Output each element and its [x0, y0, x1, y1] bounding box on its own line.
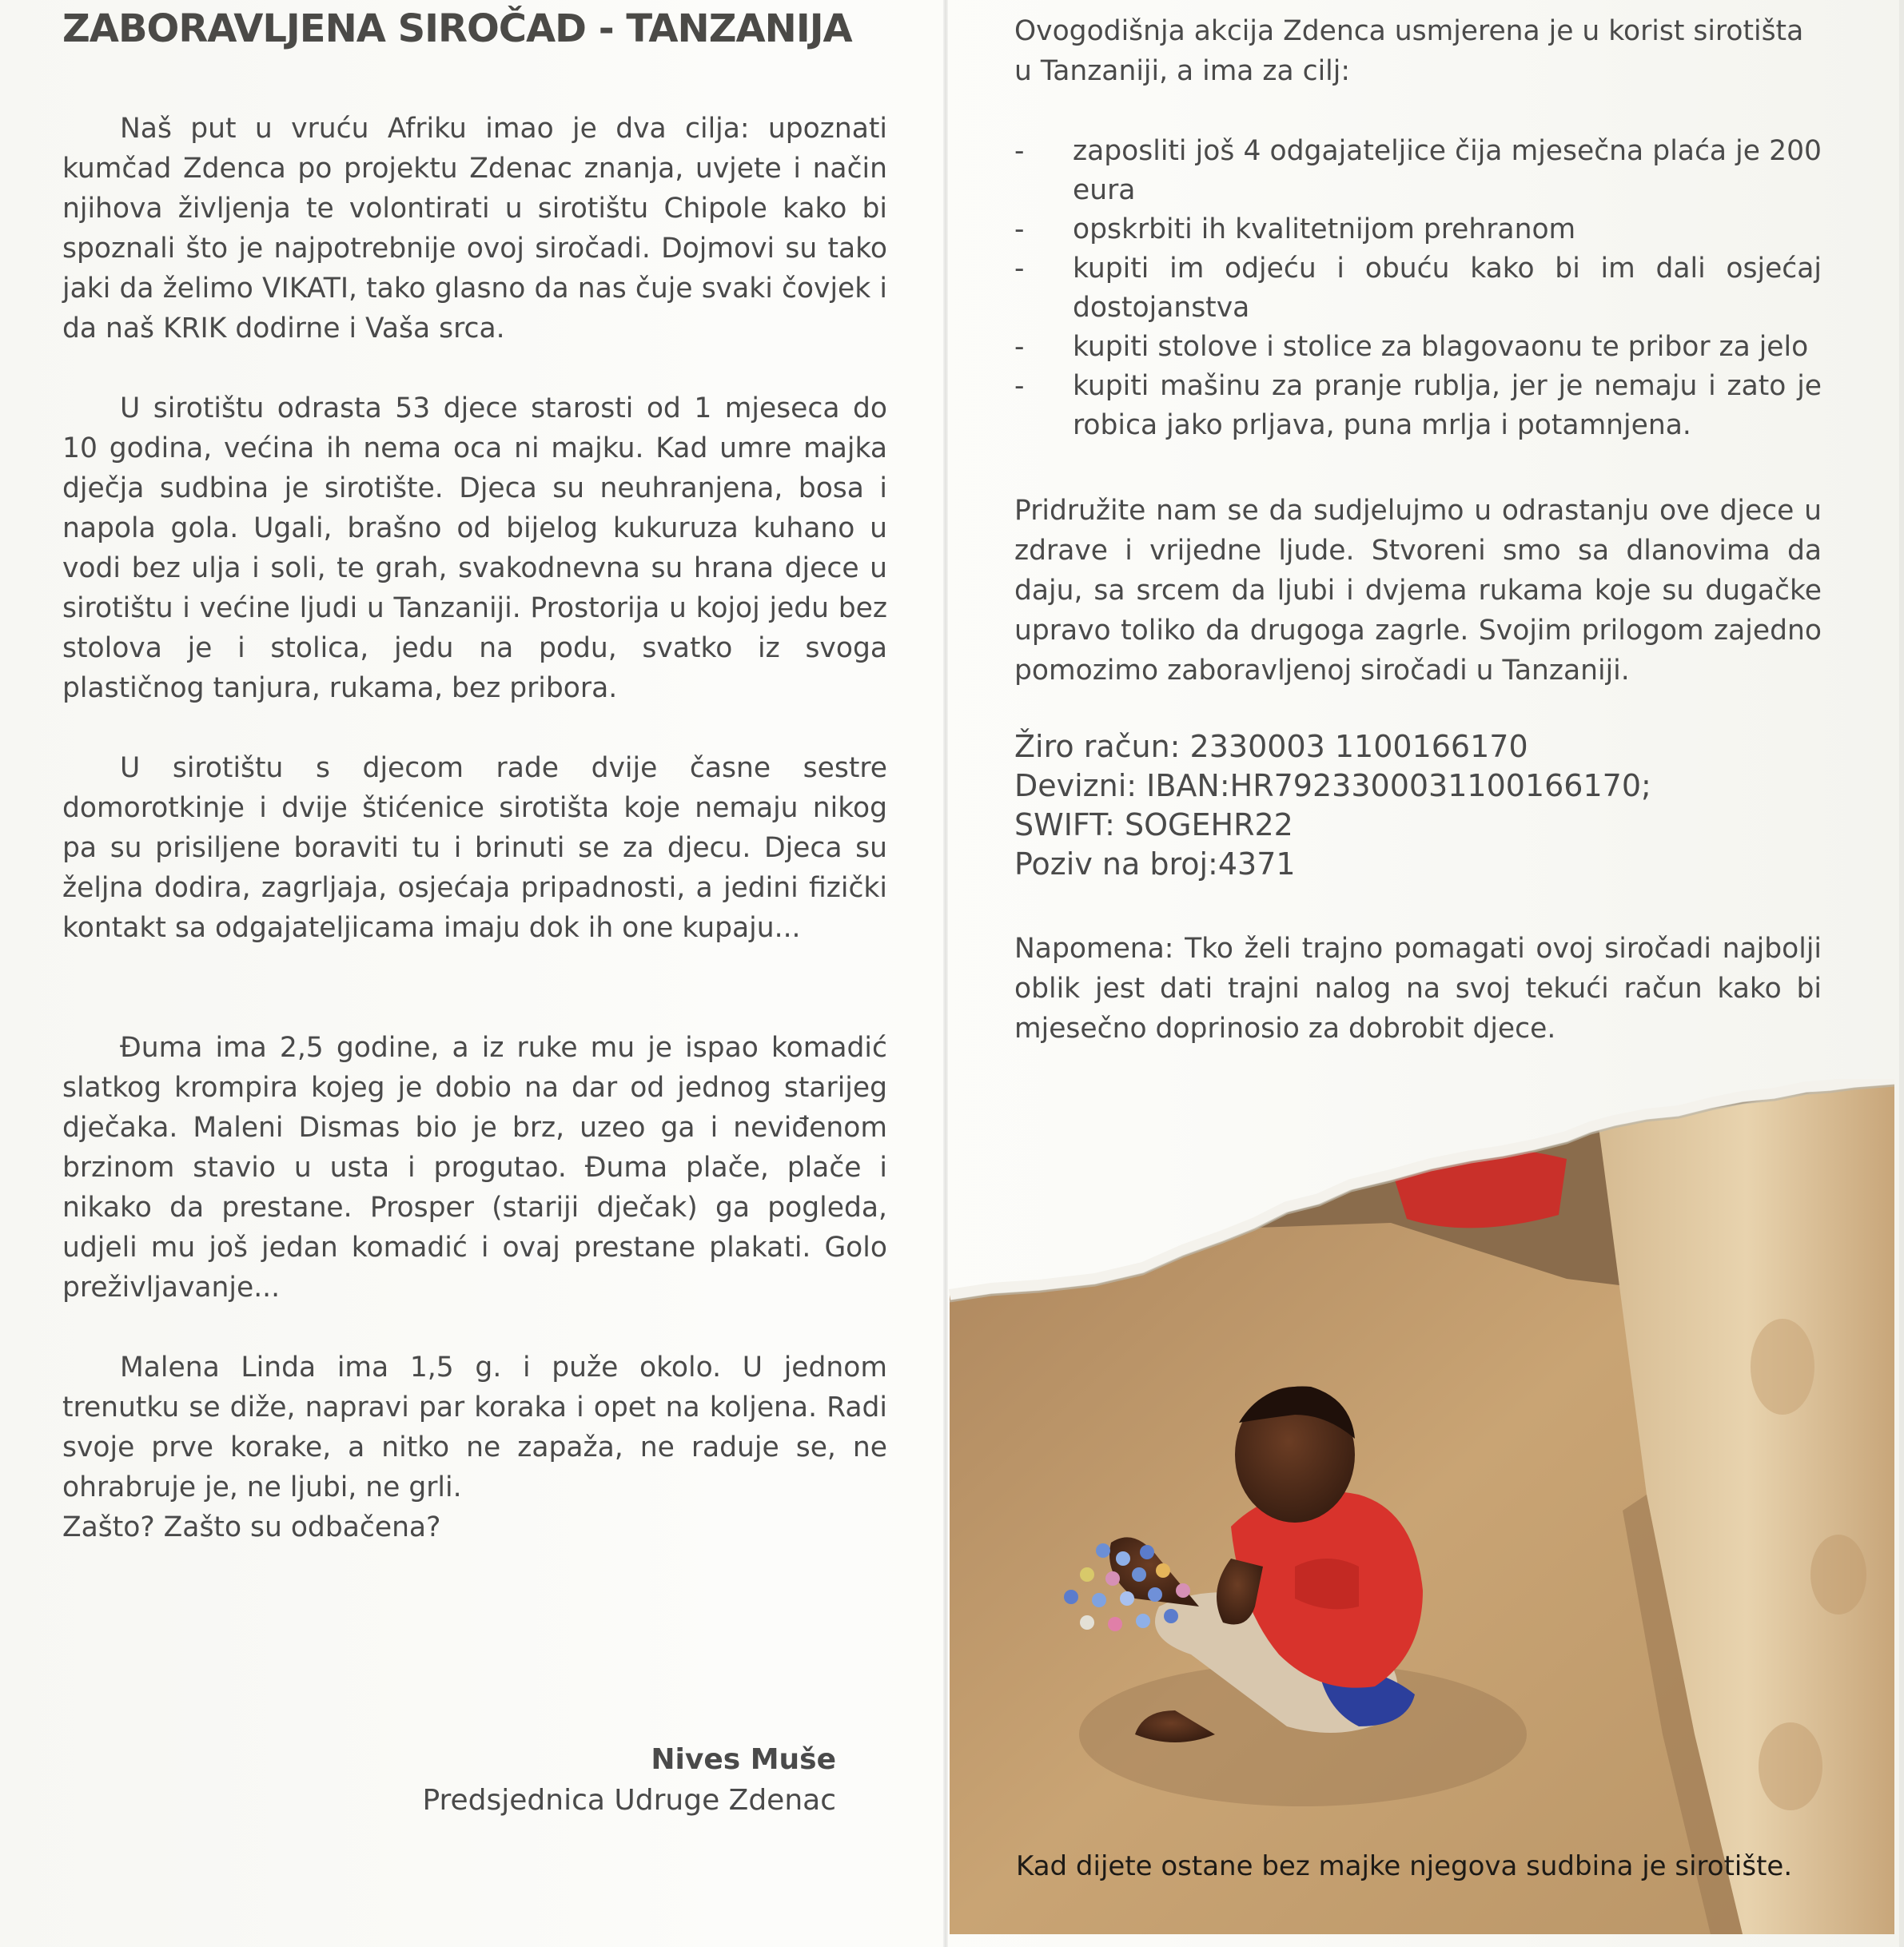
goal-item [1014, 249, 1822, 328]
paragraph-duma: Đuma ima 2,5 godine, a iz ruke mu je ispao komadić slatkog krompira kojeg je dobio na dar od jednog starijeg dječaka. Maleni Dismas bio je brz, uzeo ga i neviđenom brzinom stavio u usta i progutao. Đuma plače, plače i nikako da prestane. Prosper (stariji dječak) ga pogleda, udjeli mu još jedan komadić i ovaj prestane plakati. Golo preživljavanje... [62, 1032, 887, 1304]
goal-text: opskrbiti ih kvalitetnijom prehranom [1073, 213, 1576, 245]
goal-text: zaposliti još 4 odgajateljice čija mjesečna plaća je 200 eura [1073, 135, 1822, 206]
join-appeal: Pridružite nam se da sudjelujmo u odrastanju ove djece u zdrave i vrijedne ljude. Stvoreni smo sa dlanovima da daju, sa srcem da ljubi i dvjema rukama koje su dugačke upravo toliko da drugoga zagrle. Svojim prilogom zajedno pomozimo zaboravljenoj siročadi u Tanzaniji. [1014, 495, 1822, 687]
photo-caption: Kad dijete ostane bez majke njegova sudbina je sirotište. [1016, 1850, 1793, 1882]
campaign-intro: Ovogodišnja akcija Zdenca usmjerena je u korist sirotišta u Tanzaniji, a ima za cilj: [1014, 15, 1804, 87]
goal-text: kupiti stolove i stolice za blagovaonu te pribor za jelo [1073, 331, 1809, 363]
goal-item [1014, 367, 1822, 445]
child-photo [943, 1079, 1894, 1934]
goal-text: kupiti mašinu za pranje rublja, jer je nemaju i zato je robica jako prljava, puna mrlja i potamnjena. [1073, 370, 1822, 441]
list-bullet: - [1014, 331, 1025, 363]
signature-role: Predsjednica Udruge Zdenac [422, 1784, 836, 1817]
signature-name: Nives Muše [651, 1743, 836, 1776]
scan-edge [1899, 0, 1904, 1947]
photo-scene [943, 1079, 1894, 1934]
goal-text: kupiti im odjeću i obuću kako bi im dali osjećaj dostojanstva [1073, 253, 1822, 324]
list-bullet: - [1014, 135, 1025, 167]
goal-item [1014, 132, 1822, 210]
goal-item [1014, 328, 1822, 367]
bank-details [1014, 727, 1822, 884]
iban-account: Devizni: IBAN:HR7923300031100166170; [1014, 768, 1651, 803]
paragraph-caretakers: U sirotištu s djecom rade dvije časne sestre domorotkinje i dvije štićenice sirotišta koje nemaju nikog pa su prisiljene boraviti tu i brinuti se za djecu. Djeca su željna dodira, zagrljaja, osjećaja pripadnosti, a jedini fizički kontakt sa odgajateljicama imaju dok ih one kupaju... [62, 752, 887, 944]
swift-code: SWIFT: SOGEHR22 [1014, 807, 1293, 842]
paragraph-journey: Naš put u vruću Afriku imao je dva cilja: upoznati kumčad Zdenca po projektu Zdenac znanja, uvjete i način njihova življenja te volontirati u sirotištu Chipole kako bi spoznali što je najpotrebnije ovoj siročadi. Dojmovi su tako jaki da želimo VIKATI, tako glasno da nas čuje svaki čovjek i da naš KRIK dodirne i Vaša srca. [62, 113, 887, 344]
list-bullet: - [1014, 370, 1025, 402]
page-title: ZABORAVLJENA SIROČAD - TANZANIJA [62, 6, 852, 51]
list-bullet: - [1014, 253, 1025, 285]
paragraph-linda: Malena Linda ima 1,5 g. i puže okolo. U jednom trenutku se diže, napravi par koraka i opet na koljena. Radi svoje prve korake, a nitko ne zapaža, ne raduje se, ne ohrabruje je, ne ljubi, ne grli. [62, 1352, 887, 1503]
paragraph-orphanage: U sirotištu odrasta 53 djece starosti od 1 mjeseca do 10 godina, većina ih nema oca ni majku. Kad umre majka dječja sudbina je sirotište. Djeca su neuhranjena, bosa i napola gola. Ugali, brašno od bijelog kukuruza kuhano u vodi bez ulja i soli, te grah, svakodnevna su hrana djece u sirotištu i većine ljudi u Tanzaniji. Prostorija u kojoj jedu bez stolova je i stolica, jedu na podu, svatko iz svoga plastičnog tanjura, rukama, bez pribora. [62, 392, 887, 704]
standing-order-note: Napomena: Tko želi trajno pomagati ovoj siročadi najbolji oblik jest dati trajni nalog na svoj tekući račun kako bi mjesečno doprinosio za dobrobit djece. [1014, 933, 1822, 1045]
giro-account: Žiro račun: 2330003 1100166170 [1014, 729, 1528, 764]
reference-number: Poziv na broj:4371 [1014, 846, 1296, 882]
goal-item [1014, 210, 1822, 249]
goal-list [1014, 132, 1822, 445]
list-bullet: - [1014, 213, 1025, 245]
closing-question: Zašto? Zašto su odbačena? [62, 1511, 441, 1543]
